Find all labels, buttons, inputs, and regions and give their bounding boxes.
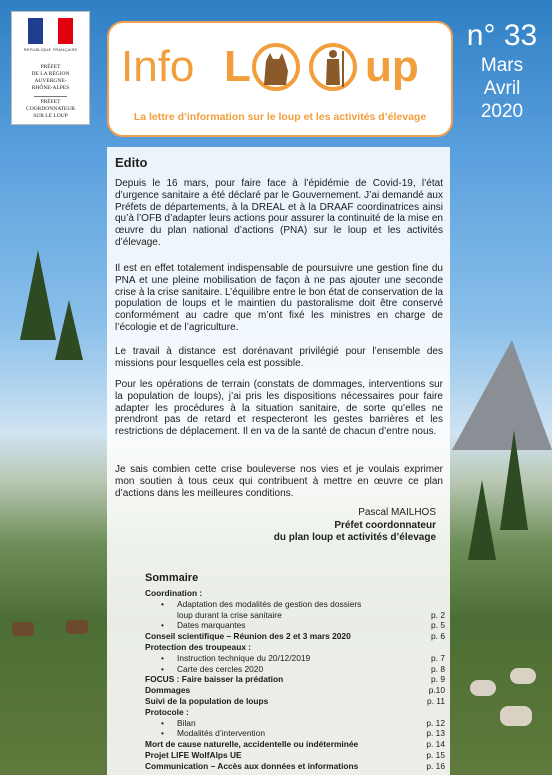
sheep <box>500 706 532 726</box>
toc-page-number: p. 7 <box>431 652 445 663</box>
edito-title: Edito <box>115 155 148 170</box>
bullet-icon: • <box>161 663 164 674</box>
tree <box>20 250 56 340</box>
issue-info <box>452 18 552 123</box>
toc-label: FOCUS : Faire baisser la prédation <box>145 674 284 685</box>
toc-entry <box>145 653 445 664</box>
toc-label: Conseil scientifique – Réunion des 2 et 3 mars 2020 <box>145 631 351 642</box>
toc-entry <box>145 728 445 739</box>
signature <box>274 507 436 545</box>
subtitle: La lettre d’information sur le loup et les activités d’élevage <box>133 111 427 123</box>
toc-label: Instruction technique du 20/12/2019 <box>177 652 311 663</box>
toc-label: Bilan <box>177 717 196 728</box>
toc-label: Adaptation des modalités de gestion des dossiers <box>177 598 362 609</box>
toc-page-number: p. 5 <box>431 620 445 631</box>
toc-label: Projet LIFE WolfAlps UE <box>145 749 242 760</box>
toc-label: Protection des troupeaux : <box>145 641 252 652</box>
toc-label: Dommages <box>145 685 191 696</box>
toc-label: Carte des cercles 2020 <box>177 663 264 674</box>
toc-entry <box>145 750 445 761</box>
toc-entry <box>145 599 445 610</box>
title-l: L <box>224 42 251 91</box>
toc-label: Communication – Accès aux données et informations <box>145 760 359 771</box>
toc-entry <box>145 642 445 653</box>
signature-role: du plan loup et activités d’élevage <box>273 532 436 543</box>
signature-role: Préfet coordonnateur <box>334 519 436 531</box>
toc-label: Dates marquantes <box>177 620 246 631</box>
tree <box>500 430 528 530</box>
toc-page-number: p. 8 <box>431 663 445 674</box>
sheep <box>470 680 496 696</box>
toc-entry <box>145 739 445 750</box>
bullet-icon: • <box>161 717 164 728</box>
cow <box>12 622 34 636</box>
toc-entry <box>145 610 445 621</box>
toc-page-number: p.10 <box>428 685 445 696</box>
toc-page-number: p. 15 <box>426 749 445 760</box>
bullet-icon: • <box>161 620 164 631</box>
divider <box>34 96 67 97</box>
toc-label: loup durant la crise sanitaire <box>177 609 282 620</box>
toc-label: Coordination : <box>145 588 203 598</box>
wolf-icon <box>252 41 300 93</box>
title-up: up <box>365 42 419 91</box>
toc-entry <box>145 620 445 631</box>
toc-page-number: p. 16 <box>426 760 445 771</box>
title-info: Info <box>121 42 195 91</box>
tree <box>55 300 83 360</box>
toc-entry <box>145 685 445 696</box>
edito-paragraph: Je sais combien cette crise bouleverse nos vies et je voulais exprimer mon soutien à tous ceux qui contribuent à mettre en œuvre ce plan d’actions dans les meilleures conditions. <box>115 464 443 499</box>
edito-paragraph: Il est en effet totalement indispensable de poursuivre une gestion fine du PNA et une pleine mobilisation de façon à ne pas ajouter une seconde crise à la crise sanitaire. L’équilibre entre le bon état de conservation de la population de loups et le maintien du pastoralisme doit être conservé conformément au cadre que m’ont fixé les ministres en charge de l’écologie et de l’agriculture. <box>115 263 443 333</box>
toc-entry <box>145 588 445 599</box>
sommaire-title: Sommaire <box>145 572 199 584</box>
toc-label: Mort de cause naturelle, accidentelle ou indéterminée <box>145 739 359 750</box>
issue-month-1: Mars <box>480 55 524 76</box>
toc-entry <box>145 631 445 642</box>
french-flag-icon <box>28 18 73 44</box>
toc-entry <box>145 718 445 729</box>
sheep <box>510 668 536 684</box>
toc-entry <box>145 664 445 675</box>
table-of-contents <box>145 572 445 772</box>
toc-page-number: p. 14 <box>426 739 445 750</box>
prefet-coordonnateur: PRÉFET COORDONNATEUR SUR LE LOUP <box>26 99 75 119</box>
toc-page-number: p. 2 <box>431 609 445 620</box>
shepherd-icon <box>309 41 357 93</box>
toc-label: Modalités d’intervention <box>177 728 265 739</box>
toc-page-number: p. 11 <box>426 695 445 706</box>
toc-page-number: p. 13 <box>426 728 445 739</box>
toc-page-number: p. 6 <box>431 631 445 642</box>
bullet-icon: • <box>161 728 164 739</box>
newsletter-title <box>121 35 441 99</box>
content-panel <box>107 147 450 775</box>
toc-page-number: p. 12 <box>426 717 445 728</box>
edito-paragraph: Pour les opérations de terrain (constats de dommages, interventions sur la population de loups), j’ai pris les dispositions nécessaires pour faire adapter les procédures à la situation sanitaire, de sorte qu’elles ne prendront pas de retard et respecteront les gestes barrières et les restrictions de déplacement. Il en va de la santé de chacun d’entre nous. <box>115 379 443 438</box>
edito-paragraph: Depuis le 16 mars, pour faire face à l’épidémie de Covid-19, l’état d’urgence sanitaire a été déclaré par le Gouvernement. J’ai demandé aux Préfets de départements, à la DREAL et à la DRAAF coordinatrices ainsi qu’à l’OFB d’adapter leurs actions pour assurer la continuité de la mise en œuvre du plan national d’actions (PNA) sur le loup et les activités d’élevage. <box>115 178 443 248</box>
toc-entry <box>145 696 445 707</box>
signature-name: Pascal MAILHOS <box>358 507 436 518</box>
cow <box>66 620 88 634</box>
toc-entry <box>145 761 445 772</box>
newsletter-header <box>107 21 453 137</box>
issue-month-2: Avril <box>483 78 521 99</box>
toc-label: Suivi de la population de loups <box>145 695 269 706</box>
issue-number: n° 33 <box>466 19 538 52</box>
toc-label: Protocole : <box>145 706 189 717</box>
issue-year: 2020 <box>480 101 524 122</box>
prefet-region: PRÉFET DE LA RÉGION AUVERGNE- RHÔNE-ALPES <box>31 64 70 91</box>
bullet-icon: • <box>161 598 164 609</box>
bullet-icon: • <box>161 652 164 663</box>
toc-page-number: p. 9 <box>431 674 445 685</box>
toc-entry <box>145 707 445 718</box>
tree <box>468 480 496 560</box>
edito-paragraph: Le travail à distance est dorénavant privilégié pour l’ensemble des missions pour lesquelles cela est possible. <box>115 346 443 369</box>
toc-entry <box>145 674 445 685</box>
country-line: RÉPUBLIQUE FRANÇAISE <box>23 47 78 52</box>
prefecture-logo <box>11 11 90 125</box>
